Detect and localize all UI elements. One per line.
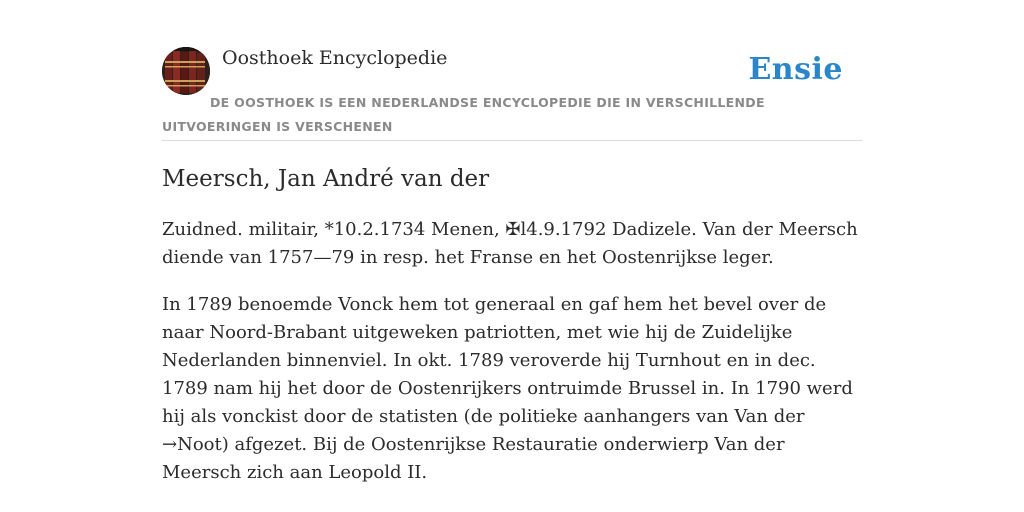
site-title[interactable]: Oosthoek Encyclopedie [222, 47, 448, 69]
article [162, 162, 862, 487]
article-paragraph: Zuidned. militair, *10.2.1734 Menen, ✠l4.9.1792 Dadizele. Van der Meersch diende van 1757—79 in resp. het Franse en het Oostenrijkse leger. [162, 219, 858, 268]
article-title: Meersch, Jan André van der [162, 166, 490, 192]
brand-logo[interactable]: Ensie [748, 52, 843, 87]
article-paragraph: In 1789 benoemde Vonck hem tot generaal en gaf hem het bevel over de naar Noord-Brabant uitgeweken patriotten, met wie hij de Zuidelijke Nederlanden binnenviel. In okt. 1789 veroverde hij Turnhout en in dec. 1789 nam hij het door de Oostenrijkers ontruimde Brussel in. In 1790 werd hij als vonckist door de statisten (de politieke aanhangers van Van der →Noot) afgezet. Bij de Oostenrijkse Restauratie onderwierp Van der Meersch zich aan Leopold II. [162, 294, 853, 483]
site-tagline: DE OOSTHOEK IS EEN NEDERLANDSE ENCYCLOPEDIE DIE IN VERSCHILLENDE UITVOERINGEN IS VERSCHENEN [162, 95, 765, 134]
site-header [162, 46, 862, 141]
book-spines-icon[interactable] [162, 47, 210, 95]
